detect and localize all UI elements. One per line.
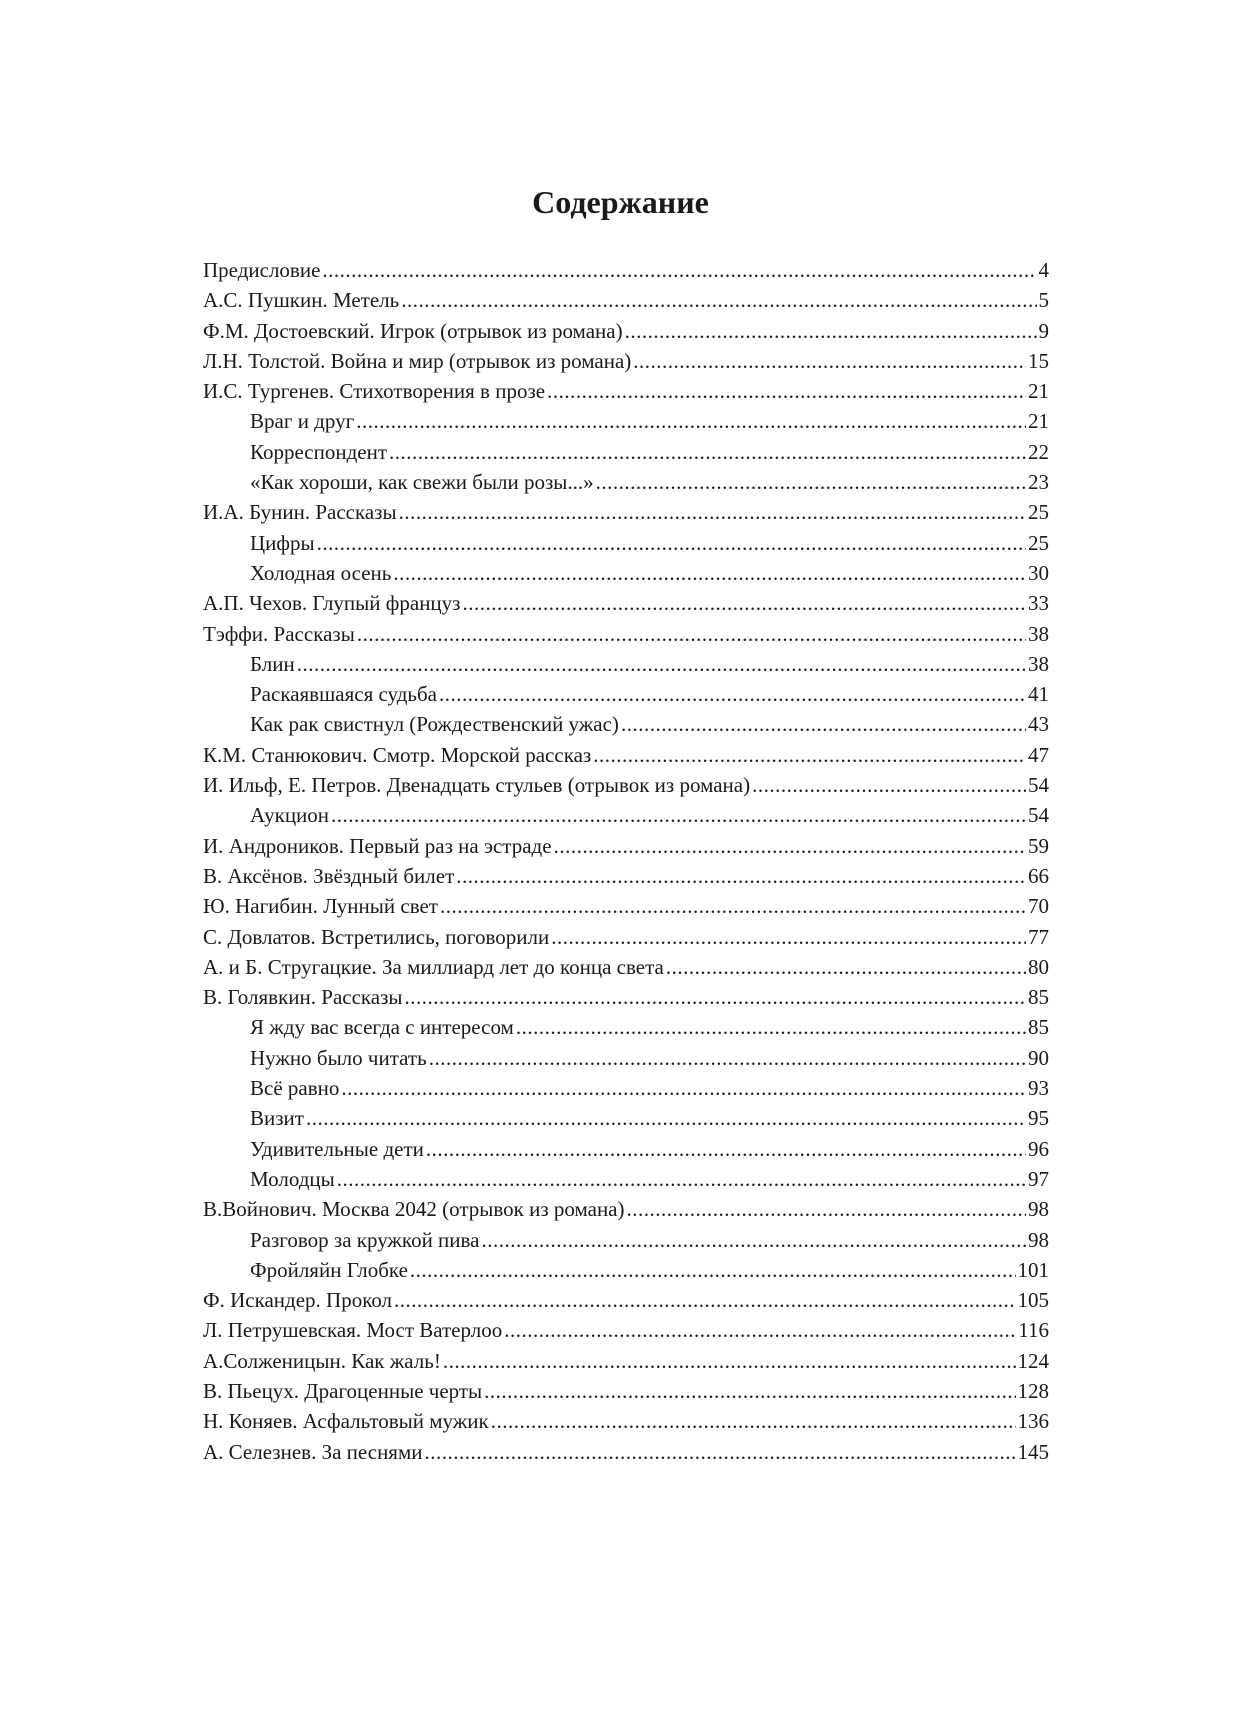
toc-entry[interactable] — [203, 861, 1049, 891]
toc-page-number: 25 — [1028, 500, 1049, 525]
toc-entry-title: А.Солженицын. Как жаль! — [203, 1348, 441, 1373]
dot-leader — [633, 346, 1026, 376]
dot-leader — [425, 1437, 1016, 1467]
dot-leader — [322, 255, 1036, 285]
toc-page-number: 85 — [1028, 1015, 1049, 1040]
toc-entry[interactable] — [203, 952, 1049, 982]
toc-entry-title: И. Ильф, Е. Петров. Двенадцать стульев (отрывок из романа) — [203, 773, 751, 798]
toc-entry[interactable] — [203, 255, 1049, 285]
dot-leader — [317, 528, 1026, 558]
toc-page-number: 90 — [1028, 1045, 1049, 1070]
dot-leader — [426, 1134, 1026, 1164]
toc-page-number: 21 — [1028, 409, 1049, 434]
dot-leader — [331, 800, 1026, 830]
toc-page-number: 95 — [1028, 1106, 1049, 1131]
toc-entry[interactable] — [203, 588, 1049, 618]
toc-entry-title: Удивительные дети — [250, 1136, 424, 1161]
toc-page-number: 9 — [1038, 318, 1049, 343]
toc-page-number: 105 — [1017, 1288, 1049, 1313]
toc-subentry[interactable] — [203, 1043, 1049, 1073]
dot-leader — [547, 376, 1026, 406]
dot-leader — [456, 861, 1026, 891]
dot-leader — [429, 1043, 1026, 1073]
toc-entry-title: И.А. Бунин. Рассказы — [203, 500, 397, 525]
toc-entry-title: Корреспондент — [250, 439, 388, 464]
toc-subentry[interactable] — [203, 1012, 1049, 1042]
toc-subentry[interactable] — [203, 1073, 1049, 1103]
toc-entry-title: Нужно было читать — [250, 1045, 427, 1070]
toc-entry[interactable] — [203, 1346, 1049, 1376]
toc-entry-title: Всё равно — [250, 1076, 340, 1101]
toc-page-number: 47 — [1028, 742, 1049, 767]
toc-subentry[interactable] — [203, 528, 1049, 558]
toc-page-number: 33 — [1028, 591, 1049, 616]
toc-entry[interactable] — [203, 740, 1049, 770]
toc-page-number: 145 — [1017, 1439, 1049, 1464]
toc-entry[interactable] — [203, 1285, 1049, 1315]
toc-entry-title: Ю. Нагибин. Лунный свет — [203, 894, 438, 919]
dot-leader — [625, 316, 1037, 346]
toc-entry[interactable] — [203, 891, 1049, 921]
dot-leader — [554, 831, 1026, 861]
toc-entry-title: В.Войнович. Москва 2042 (отрывок из романа) — [203, 1197, 625, 1222]
toc-entry-title: А. и Б. Стругацкие. За миллиард лет до конца света — [203, 954, 664, 979]
toc-entry-title: Разговор за кружкой пива — [250, 1227, 480, 1252]
dot-leader — [356, 406, 1026, 436]
toc-page-number: 25 — [1028, 530, 1049, 555]
toc-entry[interactable] — [203, 831, 1049, 861]
dot-leader — [341, 1073, 1026, 1103]
table-of-contents — [203, 255, 1049, 1467]
toc-entry-title: Тэффи. Рассказы — [203, 621, 355, 646]
dot-leader — [337, 1164, 1026, 1194]
toc-page-number: 38 — [1028, 651, 1049, 676]
toc-subentry[interactable] — [203, 800, 1049, 830]
toc-subentry[interactable] — [203, 679, 1049, 709]
toc-entry-title: Ф. Искандер. Прокол — [203, 1288, 393, 1313]
toc-subentry[interactable] — [203, 709, 1049, 739]
toc-page-number: 80 — [1028, 954, 1049, 979]
toc-page-number: 38 — [1028, 621, 1049, 646]
toc-page-number: 54 — [1028, 773, 1049, 798]
dot-leader — [491, 1406, 1016, 1436]
dot-leader — [482, 1225, 1027, 1255]
toc-page-number: 70 — [1028, 894, 1049, 919]
toc-page-number: 116 — [1018, 1318, 1049, 1343]
dot-leader — [389, 437, 1026, 467]
toc-subentry[interactable] — [203, 1255, 1049, 1285]
toc-entry-title: В. Голявкин. Рассказы — [203, 985, 403, 1010]
toc-subentry[interactable] — [203, 1164, 1049, 1194]
toc-entry-title: Н. Коняев. Асфальтовый мужик — [203, 1409, 489, 1434]
toc-entry[interactable] — [203, 922, 1049, 952]
dot-leader — [399, 497, 1026, 527]
toc-entry-title: Как рак свистнул (Рождественский ужас) — [250, 712, 619, 737]
toc-entry-title: В. Аксёнов. Звёздный билет — [203, 863, 455, 888]
toc-entry[interactable] — [203, 1315, 1049, 1345]
toc-entry[interactable] — [203, 497, 1049, 527]
dot-leader — [410, 1255, 1016, 1285]
toc-entry-title: А. Селезнев. За песнями — [203, 1439, 423, 1464]
dot-leader — [516, 1012, 1026, 1042]
toc-page-number: 128 — [1017, 1378, 1049, 1403]
toc-entry-title: Л. Петрушевская. Мост Ватерлоо — [203, 1318, 503, 1343]
toc-entry-title: А.П. Чехов. Глупый француз — [203, 591, 461, 616]
toc-page-number: 41 — [1028, 682, 1049, 707]
toc-subentry[interactable] — [203, 467, 1049, 497]
toc-entry[interactable] — [203, 316, 1049, 346]
toc-entry-title: Враг и друг — [250, 409, 355, 434]
toc-entry-title: И. Андроников. Первый раз на эстраде — [203, 833, 552, 858]
toc-entry-title: И.С. Тургенев. Стихотворения в прозе — [203, 379, 546, 404]
toc-entry-title: А.С. Пушкин. Метель — [203, 288, 400, 313]
toc-page-number: 23 — [1028, 470, 1049, 495]
toc-subentry[interactable] — [203, 1103, 1049, 1133]
toc-page-number: 77 — [1028, 924, 1049, 949]
dot-leader — [443, 1346, 1016, 1376]
toc-page-number: 59 — [1028, 833, 1049, 858]
toc-page-number: 30 — [1028, 560, 1049, 585]
toc-subentry[interactable] — [203, 1225, 1049, 1255]
dot-leader — [666, 952, 1026, 982]
dot-leader — [462, 588, 1026, 618]
dot-leader — [394, 1285, 1015, 1315]
toc-entry-title: Ф.М. Достоевский. Игрок (отрывок из романа) — [203, 318, 623, 343]
dot-leader — [621, 709, 1026, 739]
dot-leader — [297, 649, 1026, 679]
toc-entry-title: Раскаявшаяся судьба — [250, 682, 437, 707]
toc-entry-title: Предисловие — [203, 258, 321, 282]
toc-page-number: 98 — [1028, 1227, 1049, 1252]
toc-entry-title: С. Довлатов. Встретились, поговорили — [203, 924, 550, 949]
toc-entry-title: Холодная осень — [250, 560, 392, 585]
dot-leader — [393, 558, 1026, 588]
toc-entry-title: Л.Н. Толстой. Война и мир (отрывок из романа) — [203, 348, 632, 373]
toc-entry-title: Блин — [250, 651, 295, 676]
toc-entry[interactable] — [203, 982, 1049, 1012]
toc-entry-title: «Как хороши, как свежи были розы...» — [250, 470, 594, 495]
toc-entry[interactable] — [203, 1406, 1049, 1436]
toc-page-number: 93 — [1028, 1076, 1049, 1101]
toc-subentry[interactable] — [203, 406, 1049, 436]
dot-leader — [440, 891, 1026, 921]
toc-entry-title: Цифры — [250, 530, 315, 555]
toc-entry[interactable] — [203, 376, 1049, 406]
toc-entry[interactable] — [203, 619, 1049, 649]
toc-page-number: 54 — [1028, 803, 1049, 828]
toc-entry-title: Фройляйн Глобке — [250, 1257, 408, 1282]
toc-page-number: 22 — [1028, 439, 1049, 464]
dot-leader — [401, 285, 1036, 315]
dot-leader — [593, 740, 1026, 770]
toc-page-number: 124 — [1017, 1348, 1049, 1373]
toc-page-number: 15 — [1028, 348, 1049, 373]
toc-entry-title: Я жду вас всегда с интересом — [250, 1015, 514, 1040]
dot-leader — [484, 1376, 1015, 1406]
page-title: Содержание — [532, 184, 709, 220]
dot-leader — [551, 922, 1026, 952]
toc-page-number: 85 — [1028, 985, 1049, 1010]
toc-subentry[interactable] — [203, 1134, 1049, 1164]
toc-entry[interactable] — [203, 1194, 1049, 1224]
toc-page-number: 101 — [1017, 1257, 1049, 1282]
toc-page-number: 5 — [1038, 288, 1049, 313]
dot-leader — [439, 679, 1026, 709]
toc-entry-title: Аукцион — [250, 803, 330, 828]
dot-leader — [504, 1315, 1016, 1345]
toc-page-number: 43 — [1028, 712, 1049, 737]
toc-page-number: 97 — [1028, 1166, 1049, 1191]
dot-leader — [627, 1194, 1027, 1224]
dot-leader — [405, 982, 1026, 1012]
toc-subentry[interactable] — [203, 649, 1049, 679]
toc-entry-title: Молодцы — [250, 1166, 335, 1191]
toc-entry-title: К.М. Станюкович. Смотр. Морской рассказ — [203, 742, 592, 767]
dot-leader — [357, 619, 1026, 649]
toc-entry[interactable] — [203, 285, 1049, 315]
toc-entry[interactable] — [203, 1376, 1049, 1406]
dot-leader — [752, 770, 1026, 800]
toc-entry[interactable] — [203, 1437, 1049, 1467]
toc-subentry[interactable] — [203, 558, 1049, 588]
toc-page-number: 98 — [1028, 1197, 1049, 1222]
toc-page-number: 136 — [1017, 1409, 1049, 1434]
toc-page-number: 66 — [1028, 863, 1049, 888]
toc-entry-title: Визит — [250, 1106, 304, 1131]
toc-entry-title: В. Пьецух. Драгоценные черты — [203, 1378, 483, 1403]
toc-entry[interactable] — [203, 346, 1049, 376]
toc-subentry[interactable] — [203, 437, 1049, 467]
toc-page-number: 96 — [1028, 1136, 1049, 1161]
toc-page-number: 21 — [1028, 379, 1049, 404]
dot-leader — [306, 1103, 1026, 1133]
toc-page-number: 4 — [1038, 258, 1049, 282]
dot-leader — [596, 467, 1026, 497]
toc-entry[interactable] — [203, 770, 1049, 800]
